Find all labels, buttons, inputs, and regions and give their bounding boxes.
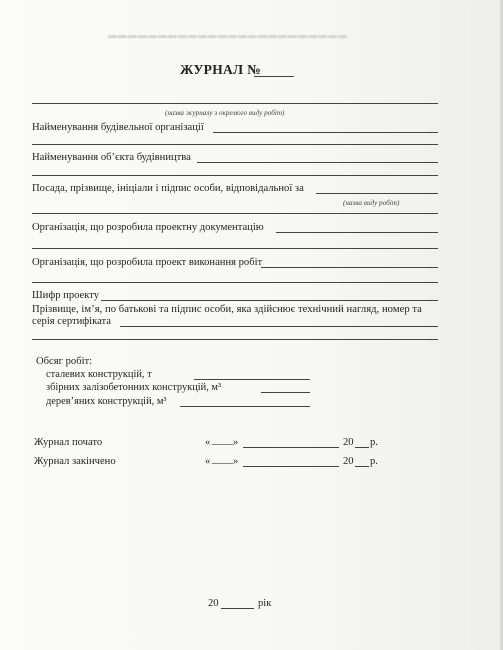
volume-title: Обсяг робіт: (36, 356, 93, 367)
certificate-field[interactable] (120, 326, 438, 327)
object-name-label: Найменування об’єкта будівництва (32, 152, 191, 163)
design-org-field-2[interactable] (32, 248, 438, 249)
project-code-field[interactable] (101, 300, 438, 301)
org-name-field[interactable] (213, 132, 438, 133)
finished-month-field[interactable] (243, 466, 339, 467)
journal-type-caption: (назва журналу з окремого виду робіт) (165, 109, 285, 117)
works-project-org-field-2[interactable] (32, 282, 438, 283)
footer-year-label: рік (258, 598, 272, 609)
started-day-field[interactable]: ____ (212, 435, 234, 446)
form-title: ЖУРНАЛ № (180, 62, 261, 77)
work-type-caption: (назва виду робіт) (343, 199, 400, 207)
finished-day-field[interactable]: ____ (212, 454, 234, 465)
journal-number-field[interactable] (254, 76, 294, 77)
page-fold (470, 8, 471, 648)
org-name-field-2[interactable] (32, 144, 438, 145)
responsible-person-field[interactable] (32, 213, 438, 214)
precast-field[interactable] (261, 392, 310, 393)
bleed-through-text: ▬▬▬▬▬▬▬▬▬▬▬▬▬▬▬▬▬▬▬▬▬▬▬▬ (108, 30, 348, 40)
object-name-field-2[interactable] (32, 175, 438, 176)
footer-century: 20 (208, 598, 219, 609)
started-date-open: « (205, 437, 211, 448)
finished-label: Журнал закінчено (34, 456, 116, 467)
journal-type-field[interactable] (32, 103, 438, 104)
started-century: 20 (343, 437, 354, 448)
steel-label: сталевих конструкцій, т (46, 369, 152, 380)
certificate-label: серія сертифіката (32, 316, 111, 327)
finished-date-open: « (205, 456, 211, 467)
finished-year-field[interactable] (355, 466, 369, 467)
works-project-org-label: Організація, що розробила проект виконання робіт (32, 257, 263, 268)
precast-label: збірних залізобетонних конструкцій, м³ (46, 382, 222, 393)
footer-year-field[interactable] (221, 608, 254, 609)
started-month-field[interactable] (243, 447, 339, 448)
finished-century: 20 (343, 456, 354, 467)
design-org-label: Організація, що розробила проектну документацію (32, 222, 264, 233)
org-name-label: Найменування будівельної організації (32, 122, 204, 133)
steel-field[interactable] (194, 379, 310, 380)
started-year-field[interactable] (355, 447, 369, 448)
supervisor-field-2[interactable] (32, 339, 438, 340)
responsible-person-label: Посада, прізвище, ініціали і підпис особи, відповідальної за (32, 183, 304, 194)
finished-date-close: » (233, 456, 239, 467)
supervisor-label: Прізвище, ім’я, по батькові та підпис особи, яка здійснює технічний нагляд, номер та (32, 304, 422, 315)
started-year-abbr: р. (370, 437, 378, 448)
started-date-close: » (233, 437, 239, 448)
works-project-org-field[interactable] (261, 267, 438, 268)
wood-label: дерев’яних конструкцій, м³ (46, 396, 167, 407)
finished-year-abbr: р. (370, 456, 378, 467)
started-label: Журнал почато (34, 437, 103, 448)
project-code-label: Шифр проекту (32, 290, 100, 301)
design-org-field[interactable] (276, 232, 438, 233)
responsible-work-field[interactable] (316, 193, 438, 194)
object-name-field[interactable] (197, 162, 438, 163)
wood-field[interactable] (180, 406, 310, 407)
